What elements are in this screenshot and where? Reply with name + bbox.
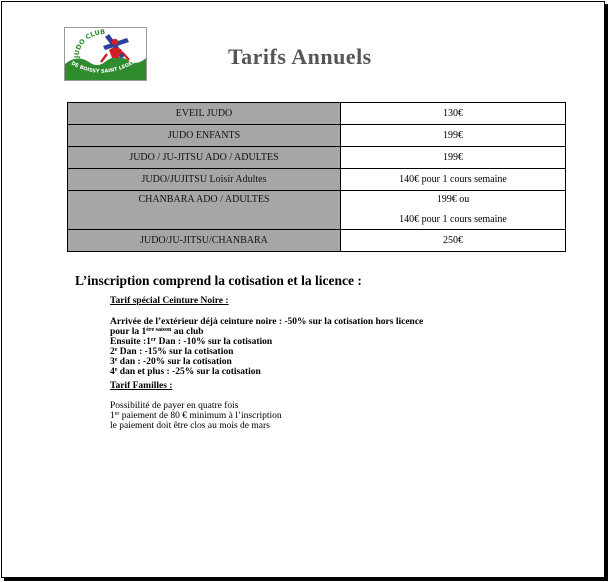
row-label: CHANBARA ADO / ADULTES xyxy=(68,191,341,230)
page-frame xyxy=(1,1,605,578)
logo-bottom-text: DE BOISSY SAINT LEGER xyxy=(70,58,137,75)
table-row xyxy=(68,230,566,252)
table-row xyxy=(68,103,566,125)
ceinture-noire-section xyxy=(110,296,423,377)
row-value xyxy=(341,191,566,230)
tarifs-table xyxy=(67,102,566,252)
row-value-line: 140€ pour 1 cours semaine xyxy=(399,214,507,225)
row-label: EVEIL JUDO xyxy=(68,103,341,125)
row-value: 250€ xyxy=(341,230,566,252)
row-value: 140€ pour 1 cours semaine xyxy=(341,169,566,191)
familles-line: le paiement doit être clos au mois de mars xyxy=(110,421,270,431)
ceinture-noire-heading: Tarif spécial Ceinture Noire : xyxy=(110,296,229,306)
table-row xyxy=(68,169,566,191)
familles-line: 1er paiement de 80 € minimum à l’inscription xyxy=(110,411,282,421)
ceinture-line: 4e dan et plus : -25% sur la cotisation xyxy=(110,367,261,377)
page-title: Tarifs Annuels xyxy=(228,44,372,69)
familles-heading: Tarif Familles : xyxy=(110,381,173,391)
row-label: JUDO ENFANTS xyxy=(68,125,341,147)
row-label: JUDO / JU-JITSU ADO / ADULTES xyxy=(68,147,341,169)
ceinture-line: 2e Dan : -15% sur la cotisation xyxy=(110,347,234,357)
judo-club-logo xyxy=(64,27,147,81)
row-value: 199€ xyxy=(341,147,566,169)
ceinture-line: Ensuite :1er Dan : -10% sur la cotisation xyxy=(110,337,273,347)
table-row xyxy=(68,191,566,230)
logo-image xyxy=(65,28,146,80)
ceinture-line: Arrivée de l’extérieur déjà ceinture noire : -50% sur la cotisation hors licence xyxy=(110,317,424,327)
logo-top-text: JUDO CLUB xyxy=(72,28,106,59)
table-row xyxy=(68,147,566,169)
ceinture-line: pour la $1^{ère saison}$ au club xyxy=(110,327,204,337)
familles-section xyxy=(110,381,282,431)
row-label: JUDO/JU-JITSU/CHANBARA xyxy=(68,230,341,252)
ceinture-line: 3e dan : -20% sur la cotisation xyxy=(110,357,232,367)
table-row xyxy=(68,125,566,147)
row-value-line: 199€ ou xyxy=(436,194,470,205)
row-value: 130€ xyxy=(341,103,566,125)
familles-line: Possibilité de payer en quatre fois xyxy=(110,401,239,411)
inscription-heading: L’inscription comprend la cotisation et la licence : xyxy=(75,273,362,288)
row-value: 199€ xyxy=(341,125,566,147)
svg-text:JUDO CLUB xyxy=(73,28,106,59)
row-label: JUDO/JUJITSU Loisir Adultes xyxy=(68,169,341,191)
